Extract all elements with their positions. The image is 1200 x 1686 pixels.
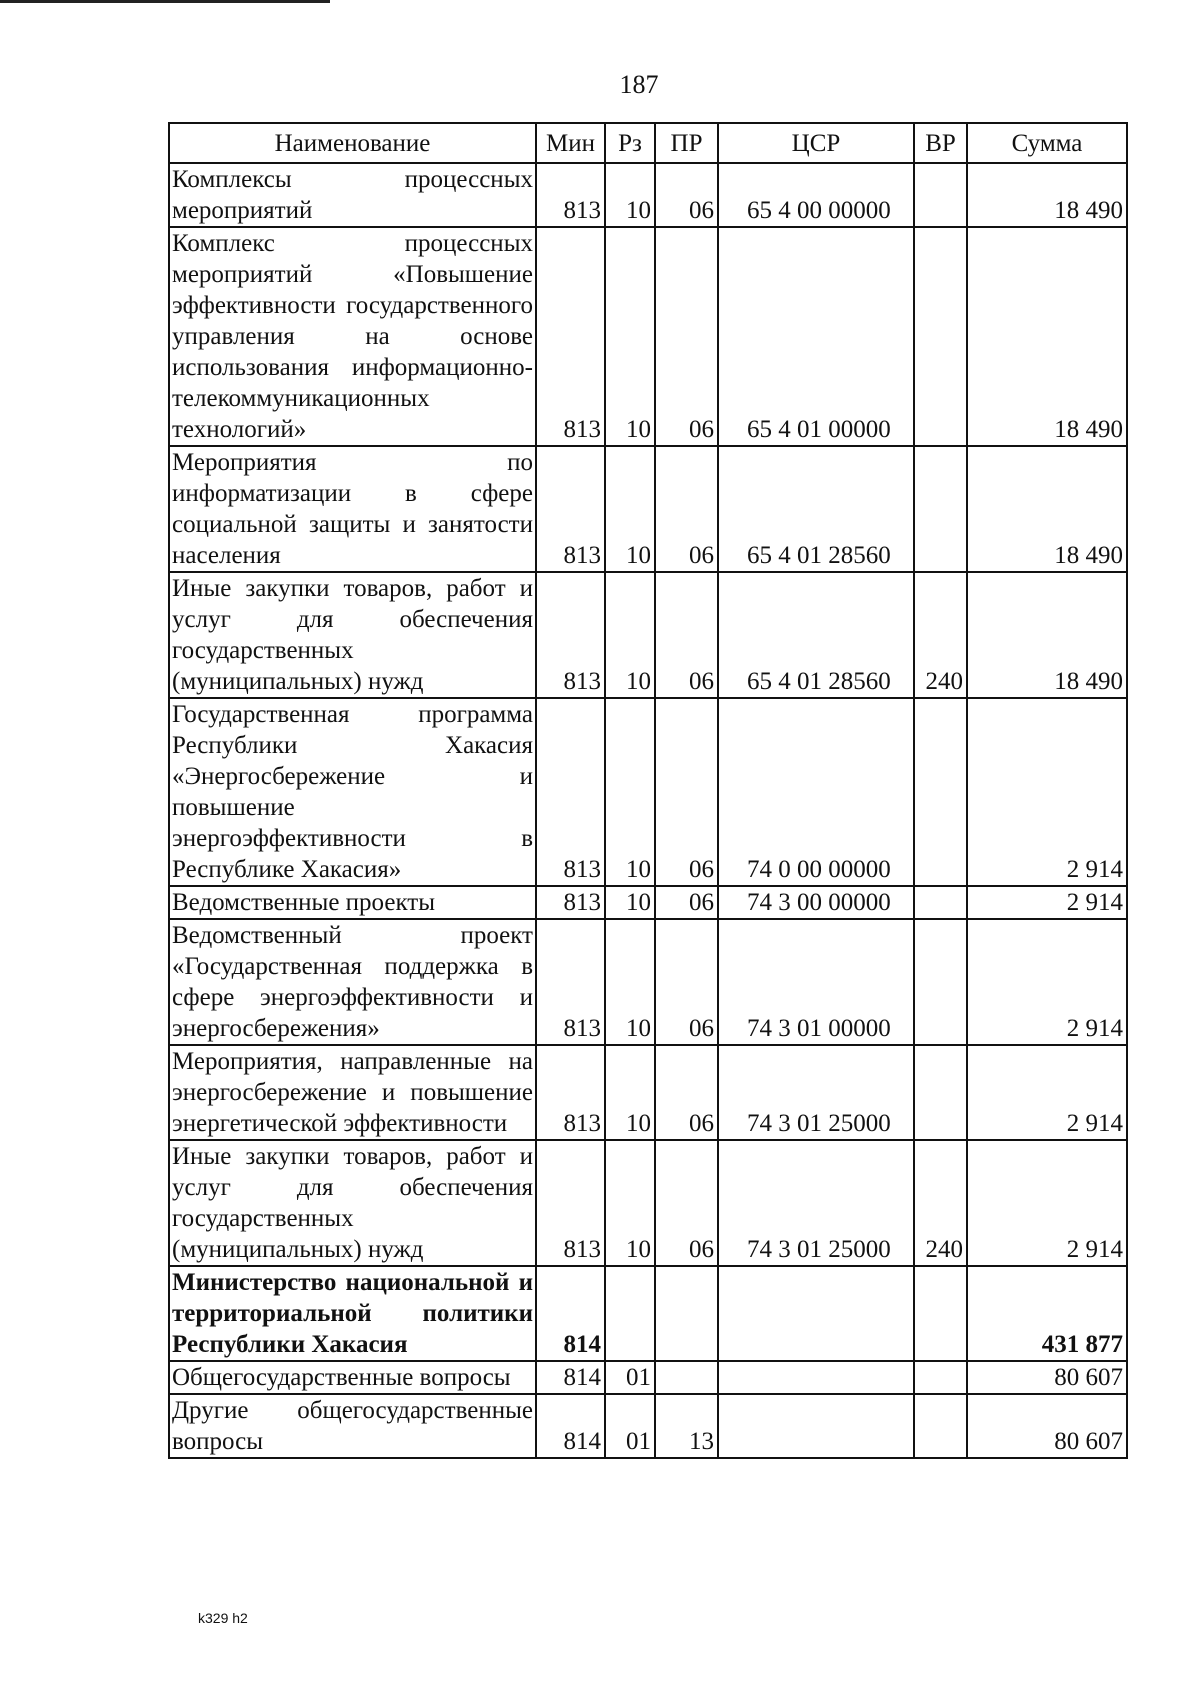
cell-rz: 10: [605, 919, 655, 1045]
cell-rz: 01: [605, 1361, 655, 1394]
cell-pr: 06: [655, 1140, 718, 1266]
table-row: [169, 1045, 1127, 1140]
cell-pr: 06: [655, 227, 718, 446]
table-row: [169, 886, 1127, 919]
table-row: [169, 698, 1127, 886]
cell-amount: 18 490: [967, 572, 1127, 698]
header-csr: ЦСР: [718, 123, 914, 163]
cell-csr: 65 4 01 28560: [718, 446, 914, 572]
cell-vr: [914, 1266, 967, 1361]
cell-pr: 06: [655, 698, 718, 886]
cell-min: 814: [536, 1361, 605, 1394]
cell-name: Комплексы процессных мероприятий: [169, 163, 536, 227]
cell-name: Мероприятия, направленные на энергосбережение и повышение энергетической эффективности: [169, 1045, 536, 1140]
cell-amount: 18 490: [967, 163, 1127, 227]
cell-name: Общегосударственные вопросы: [169, 1361, 536, 1394]
cell-pr: 06: [655, 919, 718, 1045]
header-name: Наименование: [169, 123, 536, 163]
cell-amount: 80 607: [967, 1361, 1127, 1394]
table-header-row: [169, 123, 1127, 163]
cell-name: Ведомственный проект «Государственная поддержка в сфере энергоэффективности и энергосбережения»: [169, 919, 536, 1045]
cell-amount: 18 490: [967, 227, 1127, 446]
table-row: [169, 446, 1127, 572]
cell-amount: 431 877: [967, 1266, 1127, 1361]
cell-vr: [914, 163, 967, 227]
cell-rz: 01: [605, 1394, 655, 1458]
cell-name: Мероприятия по информатизации в сфере социальной защиты и занятости населения: [169, 446, 536, 572]
page-number: 187: [619, 70, 659, 99]
cell-csr: 74 3 01 25000: [718, 1140, 914, 1266]
cell-pr: 06: [655, 163, 718, 227]
cell-rz: 10: [605, 886, 655, 919]
cell-vr: 240: [914, 572, 967, 698]
cell-vr: [914, 227, 967, 446]
cell-rz: 10: [605, 163, 655, 227]
header-rz: Рз: [605, 123, 655, 163]
cell-min: 814: [536, 1394, 605, 1458]
cell-rz: 10: [605, 1045, 655, 1140]
cell-name: Иные закупки товаров, работ и услуг для обеспечения государственных (муниципальных) нужд: [169, 572, 536, 698]
cell-name: Министерство национальной и территориальной политики Республики Хакасия: [169, 1266, 536, 1361]
cell-min: 813: [536, 572, 605, 698]
cell-vr: [914, 1394, 967, 1458]
cell-csr: 65 4 01 28560: [718, 572, 914, 698]
cell-csr: 65 4 00 00000: [718, 163, 914, 227]
budget-table: [168, 122, 1128, 1459]
cell-min: 813: [536, 886, 605, 919]
cell-min: 813: [536, 227, 605, 446]
cell-amount: 2 914: [967, 1140, 1127, 1266]
table-row: [169, 1361, 1127, 1394]
cell-pr: 06: [655, 886, 718, 919]
cell-pr: 06: [655, 572, 718, 698]
cell-amount: 80 607: [967, 1394, 1127, 1458]
table-row: [169, 1266, 1127, 1361]
cell-amount: 2 914: [967, 919, 1127, 1045]
cell-pr: [655, 1266, 718, 1361]
cell-vr: [914, 886, 967, 919]
cell-csr: [718, 1361, 914, 1394]
table-row: [169, 919, 1127, 1045]
cell-pr: 06: [655, 1045, 718, 1140]
cell-rz: 10: [605, 446, 655, 572]
cell-name: Ведомственные проекты: [169, 886, 536, 919]
cell-vr: [914, 919, 967, 1045]
cell-vr: [914, 698, 967, 886]
cell-vr: [914, 446, 967, 572]
table-body: [169, 163, 1127, 1458]
cell-vr: [914, 1361, 967, 1394]
cell-amount: 2 914: [967, 1045, 1127, 1140]
header-amount: Сумма: [967, 123, 1127, 163]
cell-pr: [655, 1361, 718, 1394]
table-row: [169, 163, 1127, 227]
cell-name: Государственная программа Республики Хакасия «Энергосбережение и повышение энергоэффективности в Республике Хакасия»: [169, 698, 536, 886]
table-row: [169, 572, 1127, 698]
cell-csr: [718, 1266, 914, 1361]
header-vr: ВР: [914, 123, 967, 163]
header-min: Мин: [536, 123, 605, 163]
cell-name: Комплекс процессных мероприятий «Повышение эффективности государственного управления на основе использования информационно-телекоммуникационных технологий»: [169, 227, 536, 446]
cell-rz: 10: [605, 698, 655, 886]
cell-vr: 240: [914, 1140, 967, 1266]
cell-amount: 2 914: [967, 698, 1127, 886]
cell-csr: 65 4 01 00000: [718, 227, 914, 446]
table-row: [169, 1394, 1127, 1458]
cell-min: 813: [536, 1045, 605, 1140]
footer-code: k329 h2: [198, 1610, 248, 1626]
cell-rz: [605, 1266, 655, 1361]
cell-rz: 10: [605, 227, 655, 446]
cell-amount: 2 914: [967, 886, 1127, 919]
cell-amount: 18 490: [967, 446, 1127, 572]
cell-csr: 74 3 00 00000: [718, 886, 914, 919]
cell-name: Иные закупки товаров, работ и услуг для обеспечения государственных (муниципальных) нужд: [169, 1140, 536, 1266]
cell-min: 813: [536, 163, 605, 227]
cell-rz: 10: [605, 572, 655, 698]
cell-csr: [718, 1394, 914, 1458]
cell-min: 813: [536, 446, 605, 572]
header-pr: ПР: [655, 123, 718, 163]
cell-min: 814: [536, 1266, 605, 1361]
cell-csr: 74 3 01 00000: [718, 919, 914, 1045]
cell-name: Другие общегосударственные вопросы: [169, 1394, 536, 1458]
cell-min: 813: [536, 1140, 605, 1266]
cell-vr: [914, 1045, 967, 1140]
table-row: [169, 227, 1127, 446]
cell-pr: 06: [655, 446, 718, 572]
cell-min: 813: [536, 919, 605, 1045]
table-row: [169, 1140, 1127, 1266]
cell-csr: 74 3 01 25000: [718, 1045, 914, 1140]
cell-pr: 13: [655, 1394, 718, 1458]
cell-min: 813: [536, 698, 605, 886]
cell-csr: 74 0 00 00000: [718, 698, 914, 886]
top-rule: [0, 0, 330, 3]
cell-rz: 10: [605, 1140, 655, 1266]
